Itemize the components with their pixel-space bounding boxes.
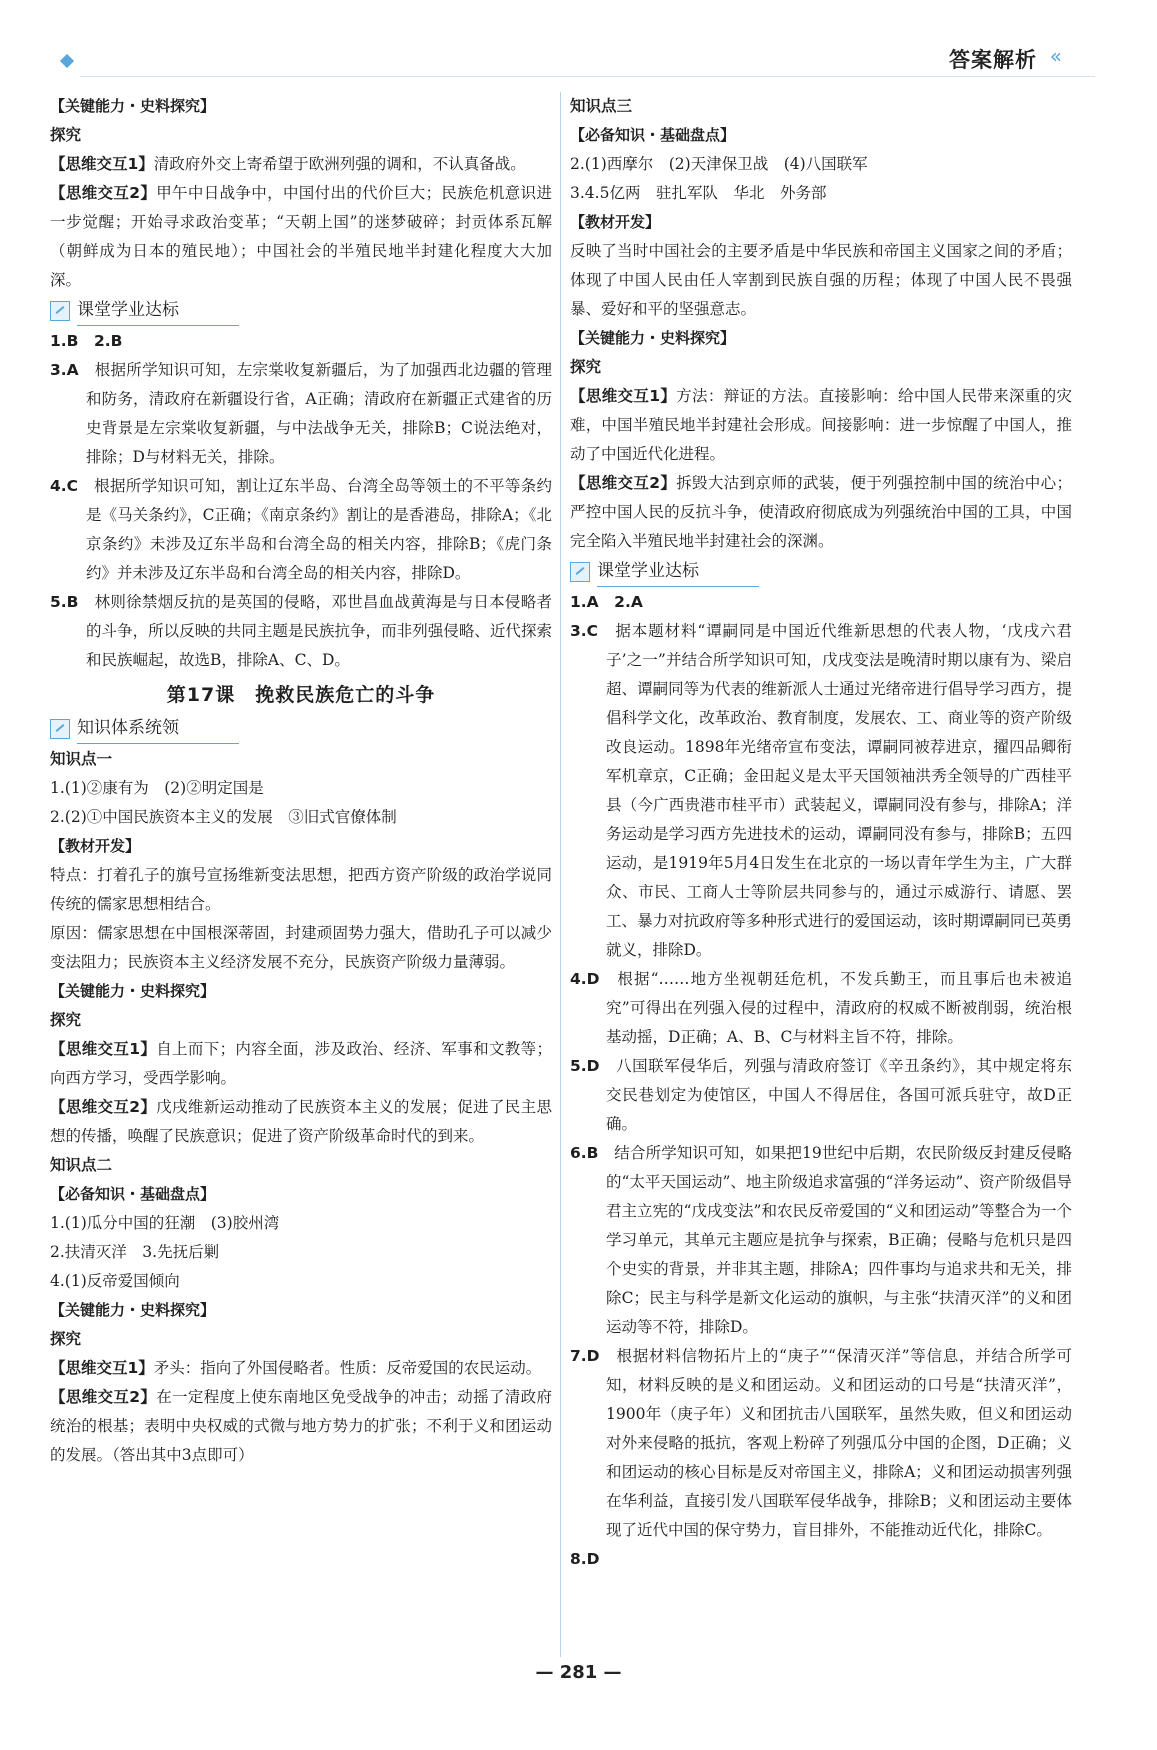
answer-line: 4.(1)反帝爱国倾向 [50,1272,180,1290]
column-divider [560,92,561,1657]
answer-line: 8.D [570,1550,600,1568]
answer-line: 1.B 2.B [50,332,123,350]
paragraph: 【思维交互1】方法：辩证的方法。直接影响：给中国人民带来深重的灾难，中国半殖民地半封建社会形成。间接影响：进一步惊醒了中国人，推动了中国近代化进程。 [570,387,1072,463]
section-heading: 【必备知识・基础盘点】 [50,1185,216,1203]
header-diamond-icon [60,54,74,68]
text: 清政府外交上寄希望于欧洲列强的调和，不认真备战。 [153,155,526,173]
header-rule [80,76,1095,77]
right-column [570,92,1072,1574]
page-number: — 281 — [535,1662,622,1683]
section-heading: 【关键能力・史料探究】 [570,329,736,347]
question-answer: 3.C 据本题材料“谭嗣同是中国近代维新思想的代表人物，‘戊戌六君子’之一”并结合所学知识可知，戊戌变法是晚清时期以康有为、梁启超、谭嗣同等为代表的维新派人士通过光绪帝进行倡导学习西方，提倡科学文化，改革政治、教育制度，发展农、工、商业等的资产阶级改良运动。1898年光绪帝宣布变法，谭嗣同被荐进京，擢四品卿衔军机章京，C正确；金田起义是太平天国领袖洪秀全领导的广西桂平县（今广西贵港市桂平市）武装起义，谭嗣同没有参与，排除A；洋务运动是学习西方先进技术的运动，谭嗣同没有参与，排除B；五四运动，是1919年5月4日发生在北京的一场以青年学生为主，广大群众、市民、工商人士等阶层共同参与的，通过示威游行、请愿、罢工、暴力对抗政府等多种形式进行的爱国运动，该时期谭嗣同已英勇就义，排除D。 [570,622,1072,959]
question-answer: 4.D 根据“……地方坐视朝廷危机，不发兵勤王，而且事后也未被追究”可得出在列强入侵的过程中，清政府的权威不断被削弱，统治根基动摇，D正确；A、B、C与材料主旨不符，排除。 [570,970,1072,1046]
question-answer: 7.D 根据材料信物拓片上的“庚子”“保清灭洋”等信息，并结合所学可知，材料反映的是义和团运动。义和团运动的口号是“扶清灭洋”，1900年（庚子年）义和团抗击八国联军，虽然失败，但义和团运动对外来侵略的抵抗，客观上粉碎了列强瓜分中国的企图，D正确；义和团运动的核心目标是反对帝国主义，排除A；义和团运动损害列强在华利益，直接引发八国联军侵华战争，排除B；义和团运动主要体现了近代中国的保守势力，盲目排外，不能推动近代化，排除C。 [570,1347,1072,1539]
section-heading: 【教材开发】 [50,837,141,855]
paragraph: 【思维交互2】戊戌维新运动推动了民族资本主义的发展；促进了民主思想的传播，唤醒了民族意识；促进了资产阶级革命时代的到来。 [50,1098,552,1145]
question-answer: 4.C 根据所学知识可知，割让辽东半岛、台湾全岛等领土的不平等条约是《马关条约》，C正确；《南京条约》割让的是香港岛，排除A；《北京条约》未涉及辽东半岛和台湾全岛的相关内容，排除B；《虎门条约》并未涉及辽东半岛和台湾全岛的相关内容，排除D。 [50,477,552,582]
pencil-icon [570,562,590,582]
subheading: 探究 [50,1330,82,1348]
subheading: 探究 [50,126,82,144]
section-title: 课堂学业达标 [570,557,1072,587]
answer-line: 1.A 2.A [570,593,643,611]
question-answer: 6.B 结合所学知识可知，如果把19世纪中后期，农民阶级反封建反侵略的“太平天国运动”、地主阶级追求富强的“洋务运动”、资产阶级倡导君主立宪的“戊戌变法”和农民反帝爱国的“义和团运动”等整合为一个学习单元，其单元主题应是抗争与探索，B正确；侵略与危机只是四个史实的背景，并非其主题，排除A；四件事均与追求共和无关，排除C；民主与科学是新文化运动的旗帜，与主张“扶清灭洋”的义和团运动等不符，排除D。 [570,1144,1072,1336]
section-heading: 【关键能力・史料探究】 [50,1301,216,1319]
subheading: 探究 [570,358,602,376]
paragraph: 反映了当时中国社会的主要矛盾是中华民族和帝国主义国家之间的矛盾；体现了中国人民由任人宰割到民族自强的历程；体现了中国人民不畏强暴、爱好和平的坚强意志。 [570,242,1072,318]
paragraph: 【思维交互1】自上而下；内容全面，涉及政治、经济、军事和文教等；向西方学习，受西学影响。 [50,1040,552,1087]
question-answer: 3.A 根据所学知识可知，左宗棠收复新疆后，为了加强西北边疆的管理和防务，清政府在新疆设行省，A正确；清政府在新疆正式建省的历史背景是左宗棠收复新疆，与中法战争无关，排除B；C说法绝对，排除；D与材料无关，排除。 [50,361,552,466]
paragraph: 【思维交互2】拆毁大沽到京师的武装，便于列强控制中国的统治中心；严控中国人民的反抗斗争，使清政府彻底成为列强统治中国的工具，中国完全陷入半殖民地半封建社会的深渊。 [570,474,1072,550]
text: 甲午中日战争中，中国付出的代价巨大；民族危机意识进一步觉醒；开始寻求政治变革；“天朝上国”的迷梦破碎；封贡体系瓦解（朝鲜成为日本的殖民地）；中国社会的半殖民地半封建化程度大大加深。 [50,184,552,289]
question-answer: 5.B 林则徐禁烟反抗的是英国的侵略，邓世昌血战黄海是与日本侵略者的斗争，所以反映的共同主题是民族抗争，而非列强侵略、近代探索和民族崛起，故选B，排除A、C、D。 [50,593,552,669]
section-title: 知识体系统领 [50,714,552,744]
answer-line: 3.4.5亿两 驻扎军队 华北 外务部 [570,184,827,202]
left-column [50,92,552,1470]
answer-line: 1.(1)②康有为 (2)②明定国是 [50,779,264,797]
knowledge-point: 知识点二 [50,1156,113,1174]
paragraph: 特点：打着孔子的旗号宣扬维新变法思想，把西方资产阶级的政治学说同传统的儒家思想相结合。 [50,866,552,913]
label: 【思维交互1】 [50,155,154,173]
double-chevron-left-icon: « [1049,44,1062,68]
paragraph: 【思维交互2】在一定程度上使东南地区免受战争的冲击；动摇了清政府统治的根基；表明中央权威的式微与地方势力的扩张；不利于义和团运动的发展。（答出其中3点即可） [50,1388,552,1464]
knowledge-point: 知识点三 [570,97,633,115]
subheading: 探究 [50,1011,82,1029]
section-title: 课堂学业达标 [50,296,552,326]
pencil-icon [50,301,70,321]
answer-line: 1.(1)瓜分中国的狂潮 (3)胶州湾 [50,1214,280,1232]
section-heading: 【必备知识・基础盘点】 [570,126,736,144]
paragraph [50,150,552,179]
paragraph: 【思维交互1】矛头：指向了外国侵略者。性质：反帝爱国的农民运动。 [50,1359,542,1377]
section-heading: 【关键能力・史料探究】 [50,97,216,115]
paragraph: 原因：儒家思想在中国根深蒂固，封建顽固势力强大，借助孔子可以减少变法阻力；民族资本主义经济发展不充分，民族资产阶级力量薄弱。 [50,924,552,971]
answer-line: 2.扶清灭洋 3.先抚后剿 [50,1243,220,1261]
section-heading: 【教材开发】 [570,213,661,231]
answer-line: 2.(2)①中国民族资本主义的发展 ③旧式官僚体制 [50,808,397,826]
question-answer: 5.D 八国联军侵华后，列强与清政府签订《辛丑条约》，其中规定将东交民巷划定为使馆区，中国人不得居住，各国可派兵驻守，故D正确。 [570,1057,1072,1133]
pencil-icon [50,719,70,739]
knowledge-point: 知识点一 [50,750,113,768]
label: 【思维交互2】 [50,184,157,202]
lesson-title: 第17课 挽救民族危亡的斗争 [166,684,436,706]
paragraph [50,179,552,295]
answer-line: 2.(1)西摩尔 (2)天津保卫战 (4)八国联军 [570,155,868,173]
header-title: 答案解析 [949,48,1037,72]
section-heading: 【关键能力・史料探究】 [50,982,216,1000]
